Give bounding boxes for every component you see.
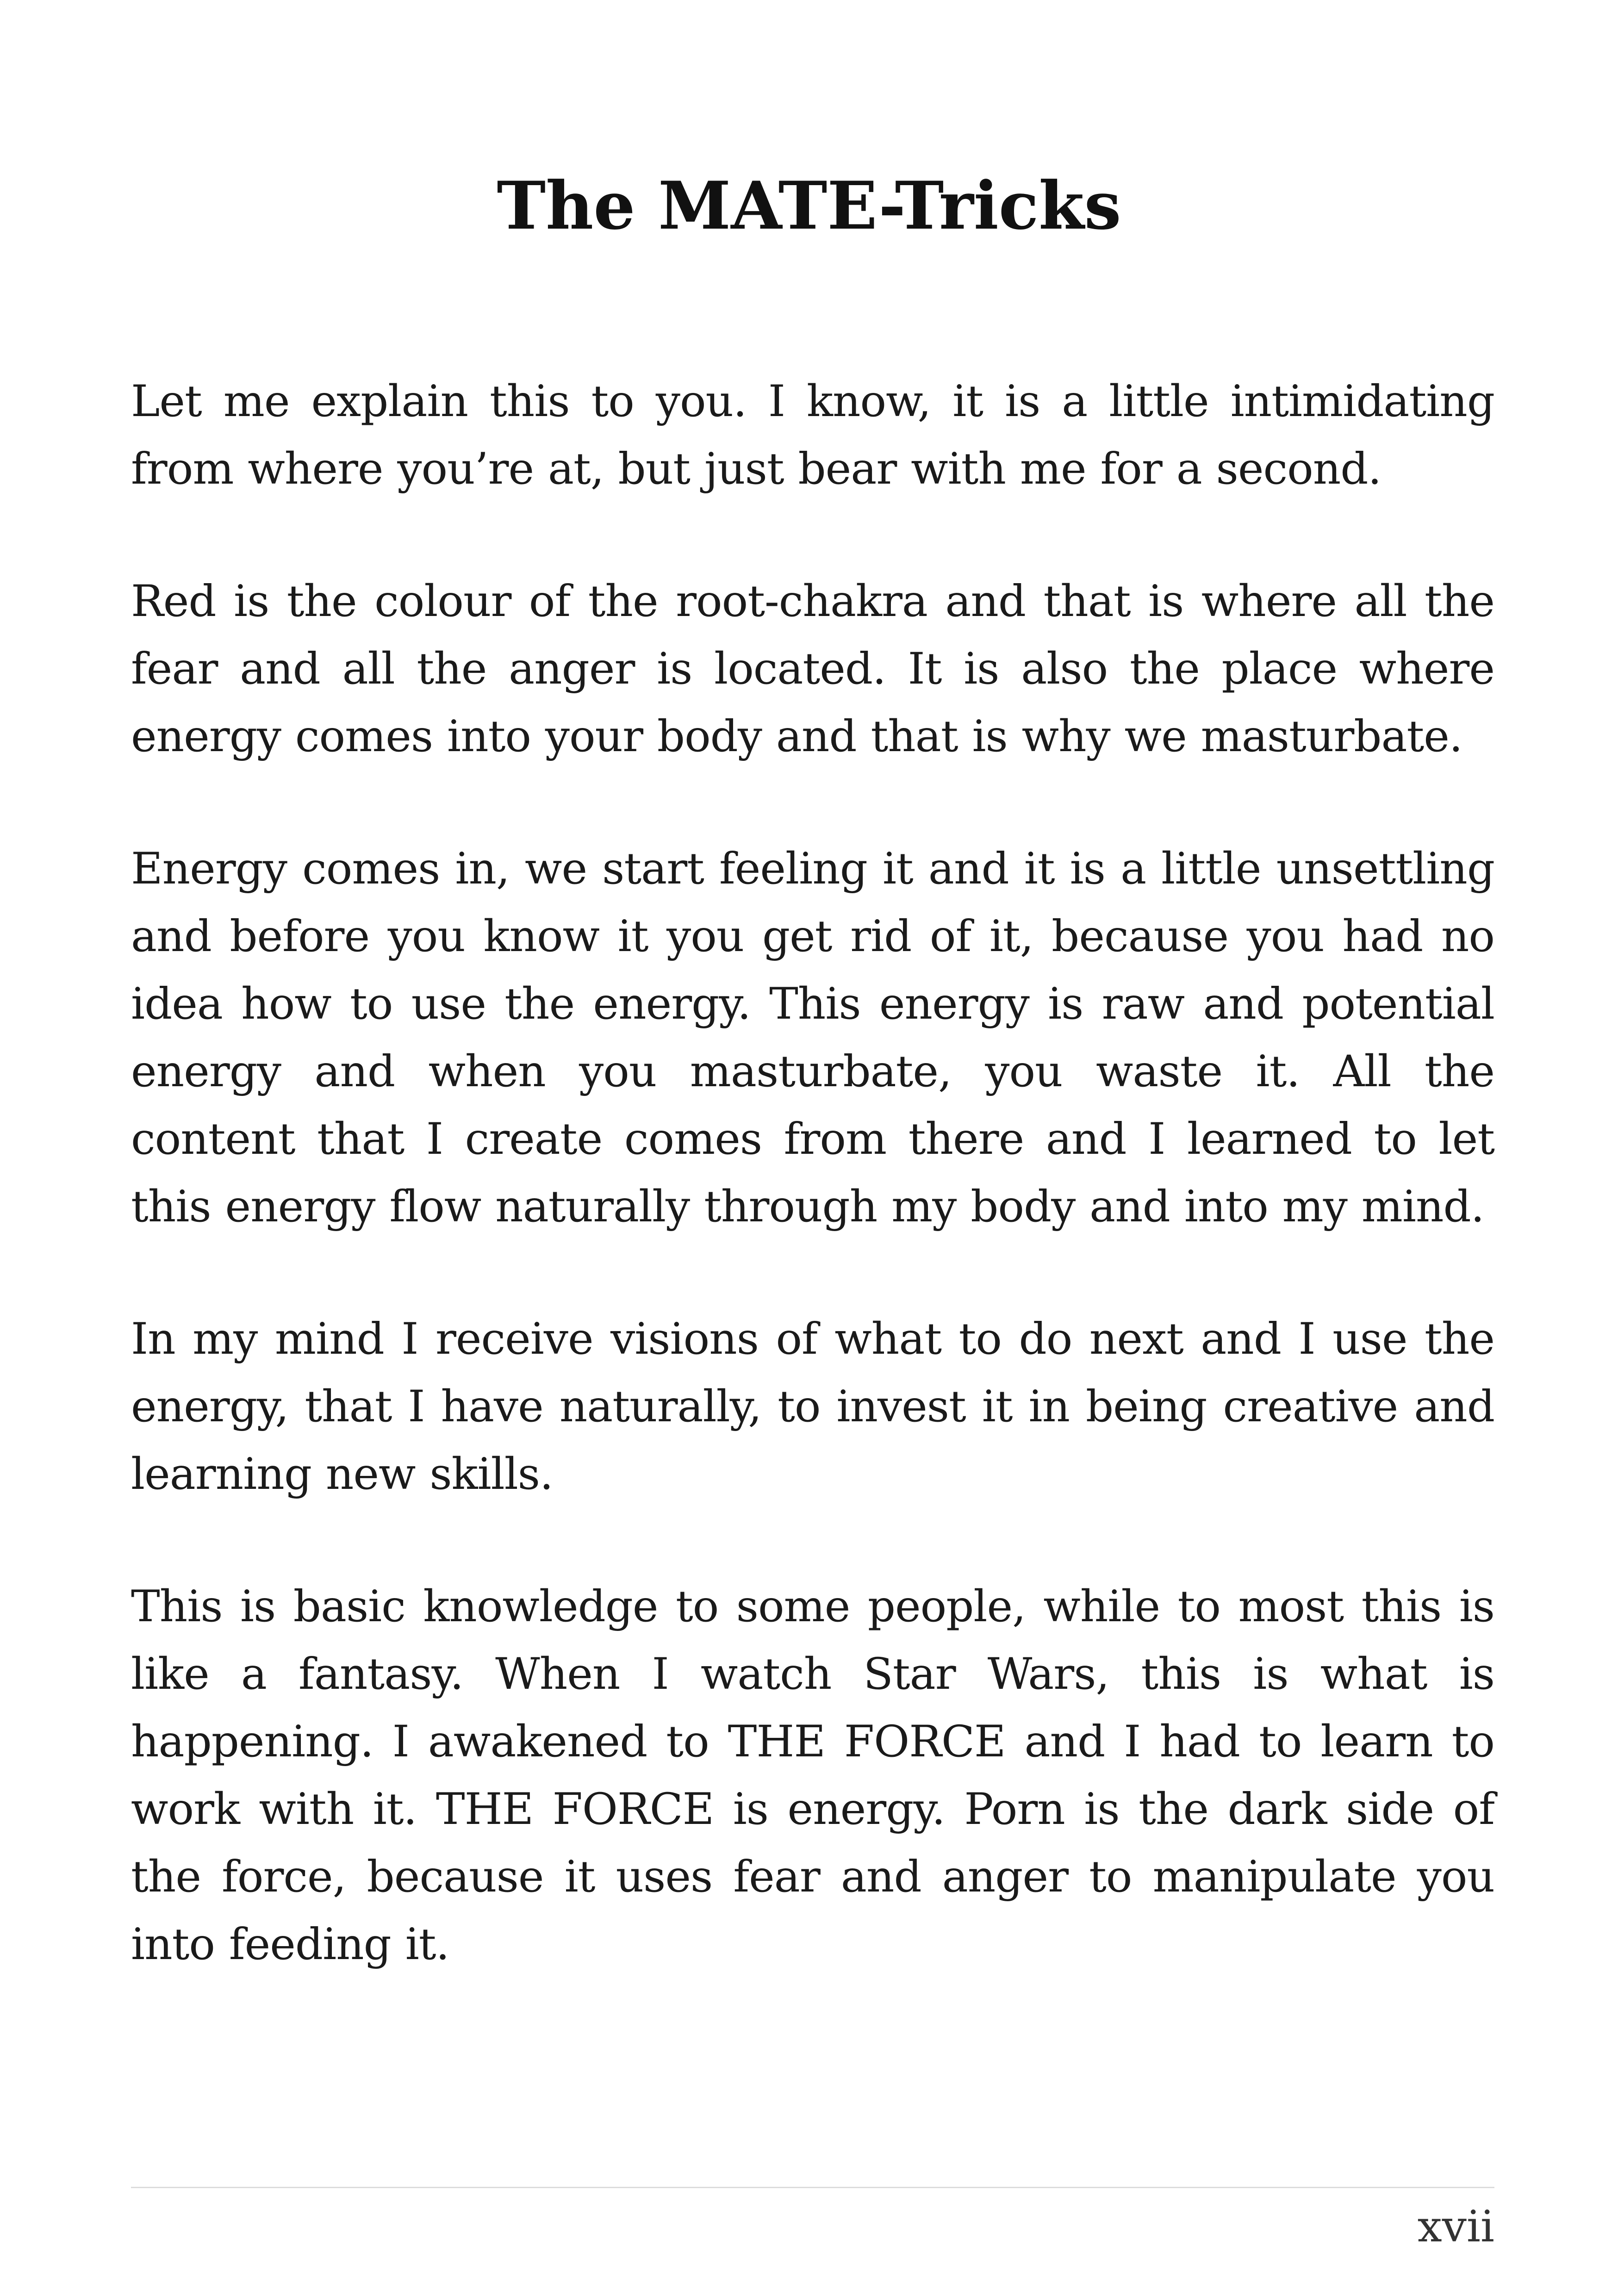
body-text bbox=[131, 368, 1494, 2043]
paragraph-4: In my mind I receive visions of what to do next and I use the energy, that I have naturally, to invest it in being creative and learning new skills. bbox=[131, 1314, 1494, 1500]
paragraph-5: This is basic knowledge to some people, while to most this is like a fantasy. When I watch Star Wars, this is what is happening. I awakened to THE FORCE and I had to learn to work with it. THE FORCE is energy. Porn is the dark side of the force, because it uses fear and anger to manipulate you into feeding it. bbox=[131, 1581, 1494, 1970]
paragraph-2: Red is the colour of the root-chakra and that is where all the fear and all the anger is located. It is also the place where energy comes into your body and that is why we masturbate. bbox=[131, 576, 1494, 762]
chapter-title: The MATE-Tricks bbox=[497, 168, 1121, 244]
paragraph-1: Let me explain this to you. I know, it is a little intimidating from where you’re at, but just bear with me for a second. bbox=[131, 376, 1494, 494]
paragraph-3: Energy comes in, we start feeling it and it is a little unsettling and before you know it you get rid of it, because you had no idea how to use the energy. This energy is raw and potential energy and when you masturbate, you waste it. All the content that I create comes from there and I learned to let this energy flow naturally through my body and into my mind. bbox=[131, 844, 1494, 1232]
footer-divider bbox=[131, 2187, 1494, 2188]
page-number: xvii bbox=[1417, 2202, 1494, 2252]
